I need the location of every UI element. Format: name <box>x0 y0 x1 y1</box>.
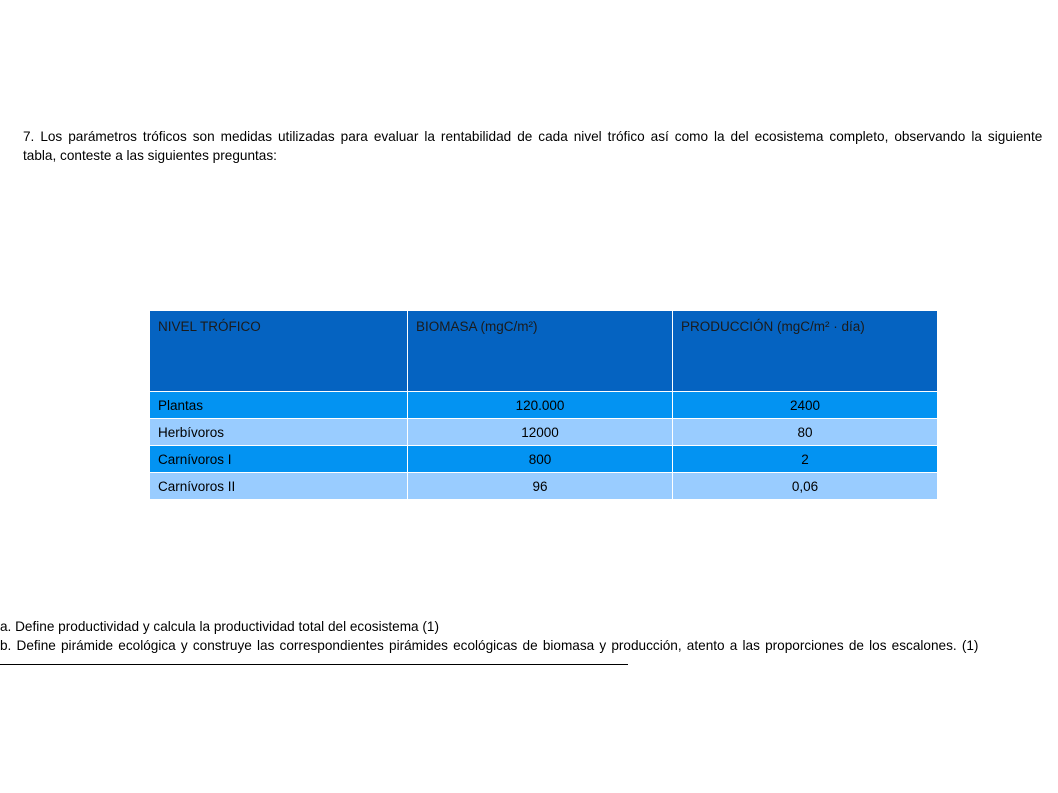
question-b: b. Define pirámide ecológica y construye las correspondientes pirámides ecológicas de biomasa y producción, atento a las proporciones de los escalones. (1) <box>0 638 979 653</box>
cell-biomasa: 120.000 <box>408 392 673 419</box>
cell-produccion: 2400 <box>673 392 938 419</box>
question-a: a. Define productividad y calcula la productividad total del ecosistema (1) <box>0 619 440 634</box>
cell-nivel: Carnívoros II <box>150 473 408 500</box>
cell-biomasa: 12000 <box>408 419 673 446</box>
cell-nivel: Plantas <box>150 392 408 419</box>
table-header-row <box>150 311 938 392</box>
cell-produccion: 0,06 <box>673 473 938 500</box>
cell-nivel: Herbívoros <box>150 419 408 446</box>
cell-biomasa: 96 <box>408 473 673 500</box>
header-produccion: PRODUCCIÓN (mgC/m² · día) <box>673 311 938 392</box>
question-intro <box>23 127 1058 165</box>
header-biomasa: BIOMASA (mgC/m²) <box>408 311 673 392</box>
table-row <box>150 392 938 419</box>
header-nivel: NIVEL TRÓFICO <box>150 311 408 392</box>
intro-line-1: 7. Los parámetros tróficos son medidas utilizadas para evaluar la rentabilidad de cada nivel trófico así como la del ecosistema completo, observando la siguiente <box>23 129 1043 144</box>
cell-produccion: 2 <box>673 446 938 473</box>
table-row <box>150 446 938 473</box>
table-row <box>150 473 938 500</box>
trophic-table <box>149 310 938 500</box>
cell-biomasa: 800 <box>408 446 673 473</box>
cell-nivel: Carnívoros I <box>150 446 408 473</box>
intro-line-2: tabla, conteste a las siguientes preguntas: <box>23 148 277 163</box>
table-row <box>150 419 938 446</box>
answer-line[interactable] <box>0 664 628 665</box>
cell-produccion: 80 <box>673 419 938 446</box>
question-list <box>0 617 978 655</box>
